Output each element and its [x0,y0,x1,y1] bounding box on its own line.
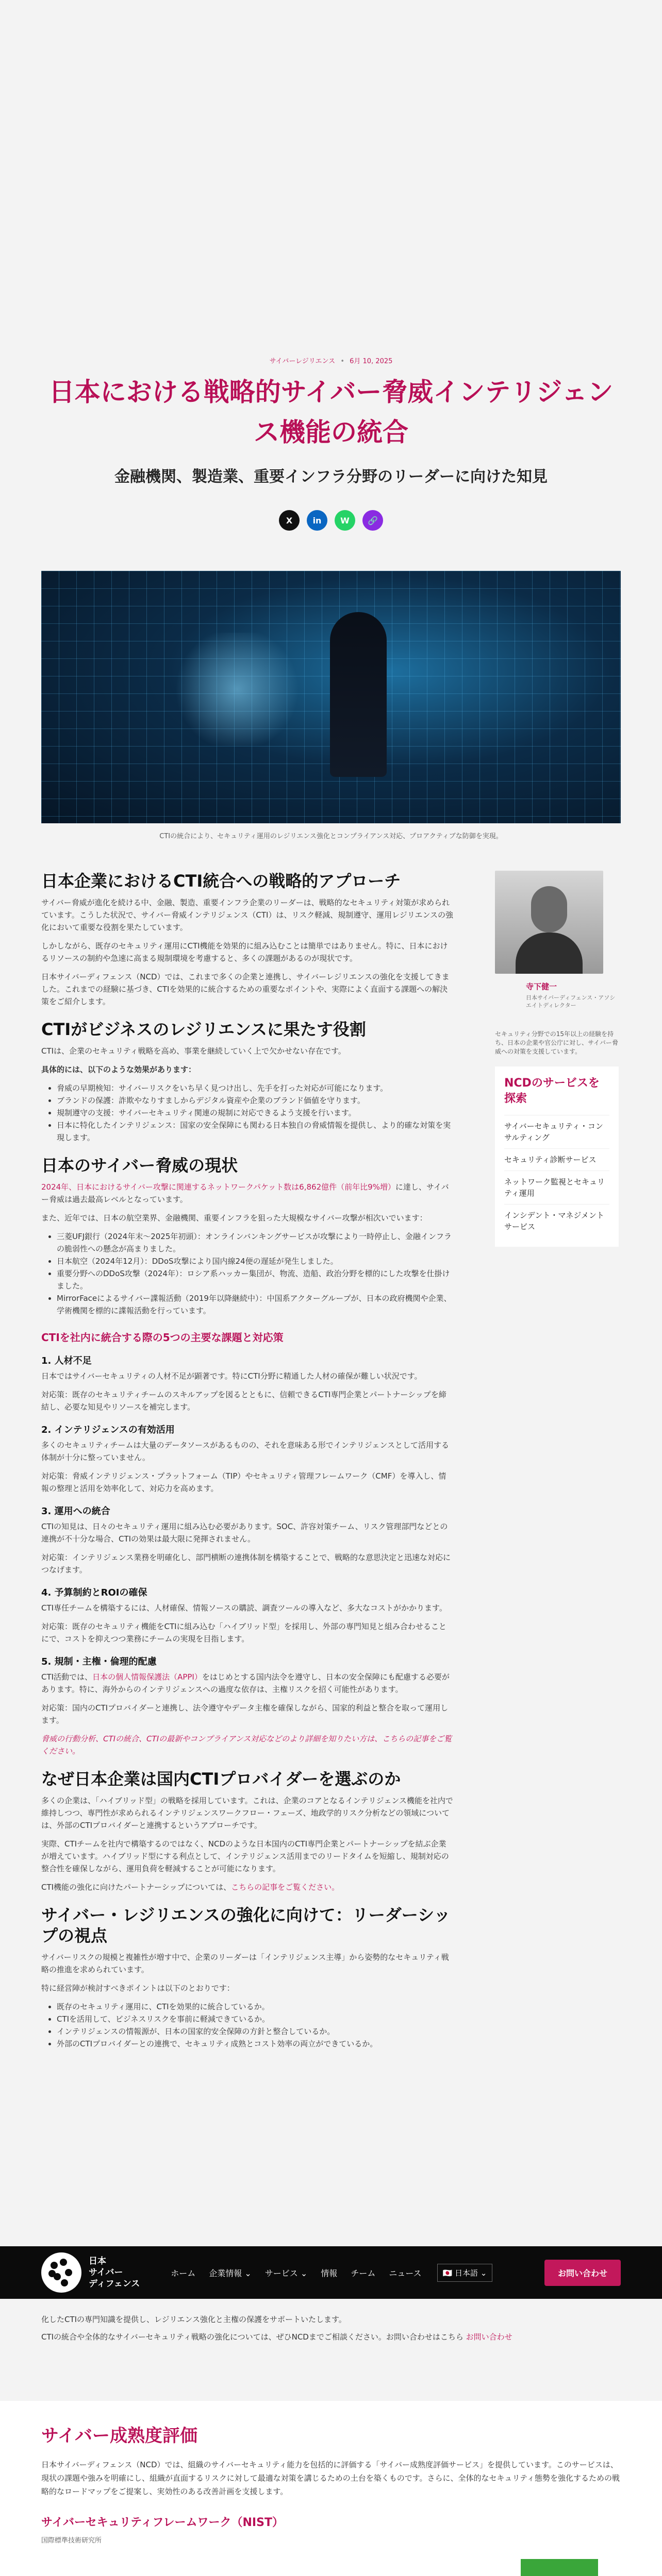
list-item: • 脅威の早期検知：サイバーリスクをいち早く見つけ出し、先手を打った対応が可能になります。 [57,1082,454,1094]
list-item: • 三菱UFJ銀行（2024年末〜2025年初頭）：オンラインバンキングサービスが攻撃により一時停止し、金融インフラの脆弱性への懸念が高まりました。 [57,1230,454,1255]
incident-list [57,1230,454,1317]
nav-company[interactable]: 企業情報 ⌄ [209,2268,252,2278]
appi-link[interactable]: 日本の個人情報保護法（APPI） [92,1672,202,1682]
related-article-link[interactable]: 脅威の行動分析、CTIの統合、CTIの最新やコンプライアンス対応などのより詳細を知りたい方は、こちらの記事をご覧ください。 [41,1734,452,1756]
list-item: • CTIを活用して、ビジネスリスクを事前に軽減できているか。 [57,2013,454,2025]
stat-link[interactable]: 2024年、日本におけるサイバー攻撃に関連するネットワークパケット数は6,862億件（前年比9%増） [41,1182,395,1192]
ncd-services-box [495,1066,619,1247]
paragraph [41,1181,454,1206]
meta-separator: • [340,358,344,365]
maturity-cell [521,2559,598,2576]
brand-line: サイバー [89,2267,123,2278]
ncd-service-link[interactable]: サイバーセキュリティ・コンサルティング [504,1115,609,1148]
whatsapp-share-icon[interactable]: W [335,510,355,531]
contact-button[interactable]: お問い合わせ [544,2260,621,2286]
paragraph-text: CTIの統合や全体的なサイバーセキュリティ戦略の強化については、ぜひNCDまでご相談ください。お問い合わせはこちら [41,2332,464,2342]
author-photo [495,871,603,974]
site-navbar [0,2246,662,2299]
sidebar [495,871,619,1247]
hero-caption: CTIの統合により、セキュリティ運用のレジリエンス強化とコンプライアンス対応、プロアクティブな防御を実現。 [159,833,503,840]
hero-image [41,571,621,823]
author-bio: セキュリティ分野での15年以上の経験を持ち、日本の企業や官公庁に対し、サイバー脅威への対策を支援しています。 [495,1030,618,1055]
list-item: • 重要分野へのDDoS攻撃（2024年）：ロシア系ハッカー集団が、物流、造船、政治分野を標的にした攻撃を仕掛けました。 [57,1267,454,1292]
hero-glow [170,633,304,746]
paragraph: CTI専任チームを構築するには、人材確保、情報ソースの購読、調査ツールの導入など、多大なコストがかかります。 [41,1603,447,1613]
paragraph [41,1671,454,1696]
paragraph: 化したCTIの専門知識を提供し、レジリエンス強化と主権の保護をサポートいたします。 [41,2315,346,2324]
paragraph: 対応策：インテリジェンス業務を明確化し、部門横断の連携体制を構築することで、戦略的な意思決定と迅速な対応につなげます。 [41,1553,451,1574]
paragraph-text: に達し、サイバー脅威は過去最高レベルとなっています。 [41,1182,449,1204]
brand-name[interactable] [89,2256,140,2290]
section-heading: なぜ日本企業は国内CTIプロバイダーを選ぶのか [41,1769,401,1789]
paragraph-text: をはじめとする国内法令を遵守し、日本の安全保障にも配慮する必要があります。特に、海外からのインテリジェンスへの過度な依存は、主権リスクを招く可能性があります。 [41,1672,450,1694]
ncd-service-link[interactable]: インシデント・マネジメントサービス [504,1204,609,1238]
linkedin-share-icon[interactable]: in [307,510,327,531]
nav-home[interactable]: ホーム [171,2268,196,2278]
subsection-heading: CTIを社内に統合する際の5つの主要な課題と対応策 [41,1331,284,1344]
nist-subtitle: 国際標準技術研究所 [41,2537,102,2545]
list-item: • インテリジェンスの情報源が、日本の国家的安全保障の方針と整合しているか。 [57,2025,454,2038]
paragraph: 日本サイバーディフェンス（NCD）では、組織のサイバーセキュリティ能力を包括的に評価する「サイバー成熟度評価サービス」を提供しています。このサービスは、現状の課題や強みを明確にし、組織が直面するリスクに対して最適な対策を講じるための土台を築くものです。さらに、全体的なセキュリティ態勢を強化するための戦略的なロードマップをご提案し、実効性のある改善計画を支援します。 [41,2460,620,2496]
partnership-link[interactable]: こちらの記事をご覧ください。 [231,1883,340,1892]
section-heading: サイバー成熟度評価 [41,2426,197,2446]
challenge-title: 1. 人材不足 [41,1355,92,1366]
list-item: • 既存のセキュリティ運用に、CTIを効果的に統合しているか。 [57,2001,454,2013]
challenge-title: 5. 規制・主権・倫理的配慮 [41,1656,157,1667]
leader-points [57,2001,454,2050]
list-item: • MirrorFaceによるサイバー諜報活動（2019年以降継続中）：中国系アクターグループが、日本の政府機関や企業、学術機関を標的に諜報活動を行っています。 [57,1292,454,1317]
paragraph: 実際、CTIチームを社内で構築するのではなく、NCDのような日本国内のCTI専門企業とパートナーシップを結ぶ企業が増えています。ハイブリッド型にする利点として、インテリジェンス活用までのリードタイムを短縮し、規制対応の整合性を確保しながら、運用負荷を軽減することが可能になります。 [41,1839,449,1873]
nav-team[interactable]: チーム [351,2268,376,2278]
nav-news[interactable]: ニュース [389,2268,422,2278]
contact-link[interactable]: お問い合わせ [466,2332,512,2342]
list-item: • 外部のCTIプロバイダーとの連携で、セキュリティ成熟とコスト効率の両立ができているか。 [57,2038,454,2050]
share-bar [0,510,662,531]
author-body [516,933,583,974]
challenge-title: 2. インテリジェンスの有効活用 [41,1425,175,1435]
ncd-logo-icon[interactable] [41,2252,81,2293]
paragraph [41,1881,454,1893]
closing-text [41,2313,621,2348]
ncd-service-link[interactable]: セキュリティ診断サービス [504,1148,609,1171]
paragraph: 特に経営陣が検討すべきポイントは以下のとおりです： [41,1984,235,1993]
paragraph [41,2331,621,2343]
nist-maturity-diagram [41,2554,621,2576]
author-role: 日本サイバーディフェンス・アソシエイトディレクター [526,994,616,1009]
paragraph: しかしながら、既存のセキュリティ運用にCTI機能を効果的に組み込むことは簡単ではありません。特に、日本におけるリソースの制約や急速に高まる規制環境を考慮すると、多くの課題があるのが現状です。 [41,941,448,963]
hero-person-silhouette [330,612,387,777]
x-share-icon[interactable]: X [279,510,300,531]
list-item: • 日本航空（2024年12月）：DDoS攻撃により国内線24便の遅延が発生しました。 [57,1255,454,1267]
challenge-title: 3. 運用への統合 [41,1506,110,1517]
language-selector[interactable]: 🇯🇵 日本語 ⌄ [437,2264,493,2282]
list-item: • ブランドの保護：詐欺やなりすましからデジタル資産や企業のブランド価値を守ります。 [57,1094,454,1107]
paragraph: CTIは、企業のセキュリティ戦略を高め、事業を継続していく上で欠かせない存在です。 [41,1046,346,1056]
paragraph: 多くの企業は、「ハイブリッド型」の戦略を採用しています。これは、企業のコアとなるインテリジェンス機能を社内で維持しつつ、専門性が求められるインテリジェンスワークフロー・フェーズ、地政学的リスク分析などの領域については、外部のCTIプロバイダーと連携するというアプローチです。 [41,1796,453,1830]
section-heading: サイバー・レジリエンスの強化に向けて：リーダーシップの視点 [41,1905,451,1945]
paragraph: 対応策：既存のセキュリティチームのスキルアップを図るとともに、信頼できるCTI専門企業とパートナーシップを締結し、必要な知見やリソースを補完します。 [41,1390,446,1412]
paragraph: 対応策：脅威インテリジェンス・プラットフォーム（TIP）やセキュリティ管理フレームワーク（CMF）を導入し、情報の整理と活用を効率化して、対応力を高めます。 [41,1471,446,1493]
challenge-title: 4. 予算制約とROIの確保 [41,1587,147,1598]
brand-line: 日本 [89,2256,106,2266]
paragraph: サイバーリスクの規模と複雑性が増す中で、企業のリーダーは「インテリジェンス主導」から姿勢的なセキュリティ戦略の推進を求められています。 [41,1953,449,1974]
paragraph-text: CTI活動では、 [41,1672,93,1682]
main-menu [171,2267,421,2279]
paragraph: サイバー脅威が進化を続ける中、金融、製造、重要インフラ企業のリーダーは、戦略的なセキュリティ対策が求められています。こうした状況で、サイバー脅威インテリジェンス（CTI）は、リスク軽減、規制遵守、運用レジリエンスの強化において重要な役割を果たしています。 [41,898,454,932]
nav-insights[interactable]: 情報 [321,2268,338,2278]
maturity-assessment-section [0,2401,662,2576]
section-heading: 日本のサイバー脅威の現状 [41,1156,238,1175]
paragraph: 日本ではサイバーセキュリティの人材不足が顕著です。特にCTI分野に精通した人材の確保が難しい状況です。 [41,1371,422,1381]
publish-date: 6月 10, 2025 [350,358,393,365]
article-body [41,859,454,2056]
author-face [531,886,567,933]
paragraph: 多くのセキュリティチームは大量のデータソースがあるものの、それを意味ある形でインテリジェンスとして活用する体制が十分に整っていません。 [41,1440,449,1462]
section-heading: CTIがビジネスのレジリエンスに果たす役割 [41,1020,366,1039]
brand-line: ディフェンス [89,2279,140,2289]
ncd-services-heading: NCDのサービスを探索 [504,1077,600,1105]
page-title: 日本における戦略的サイバー脅威インテリジェンス機能の統合 [48,377,614,447]
list-item: • 規制遵守の支援：サイバーセキュリティ関連の規制に対応できるよう支援を行います。 [57,1107,454,1119]
paragraph-text: CTI機能の強化に向けたパートナーシップについては、 [41,1883,231,1892]
category-link[interactable]: サイバーレジリエンス [269,358,336,365]
copy-link-icon[interactable]: 🔗 [362,510,383,531]
paragraph: CTIの知見は、日々のセキュリティ運用に組み込む必要があります。SOC、許容対策チーム、リスク管理部門などとの連携が不十分な場合、CTIの効果は最大限に発揮されません。 [41,1522,448,1544]
paragraph: 日本サイバーディフェンス（NCD）では、これまで多くの企業と連携し、サイバーレジリエンスの強化を支援してきました。これまでの経験に基づき、CTIを効果的に統合するための重要なポイントや、実際によく直面する課題への解決策をご紹介します。 [41,972,450,1006]
section-heading: 日本企業におけるCTI統合への戦略的アプローチ [41,871,401,891]
list-item: • 日本に特化したインテリジェンス：国家の安全保障にも関わる日本独自の脅威情報を提供し、より的確な対策を実現します。 [57,1119,454,1144]
page-subtitle: 金融機関、製造業、重要インフラ分野のリーダーに向けた知見 [114,468,548,486]
paragraph: また、近年では、日本の航空業界、金融機関、重要インフラを狙った大規模なサイバー攻撃が相次いでいます： [41,1213,427,1223]
author-name: 寺下健一 [526,982,557,991]
benefit-list [57,1082,454,1144]
paragraph: 対応策：既存のセキュリティ機能をCTIに組み込む「ハイブリッド型」を採用し、外部の専門知見と組み合わせることにで、コストを抑えつつ業務にチームの実現を目指します。 [41,1622,446,1643]
ncd-service-link[interactable]: ネットワーク監視とセキュリティ運用 [504,1171,609,1204]
paragraph: 具体的には、以下のような効果があります： [41,1065,196,1074]
paragraph: 対応策：国内のCTIプロバイダーと連携し、法令遵守やデータ主権を確保しながら、国家的利益と整合を取って運用します。 [41,1703,449,1725]
nav-services[interactable]: サービス ⌄ [264,2268,308,2278]
nist-heading: サイバーセキュリティフレームワーク（NIST） [41,2516,284,2529]
article-meta [0,355,662,365]
